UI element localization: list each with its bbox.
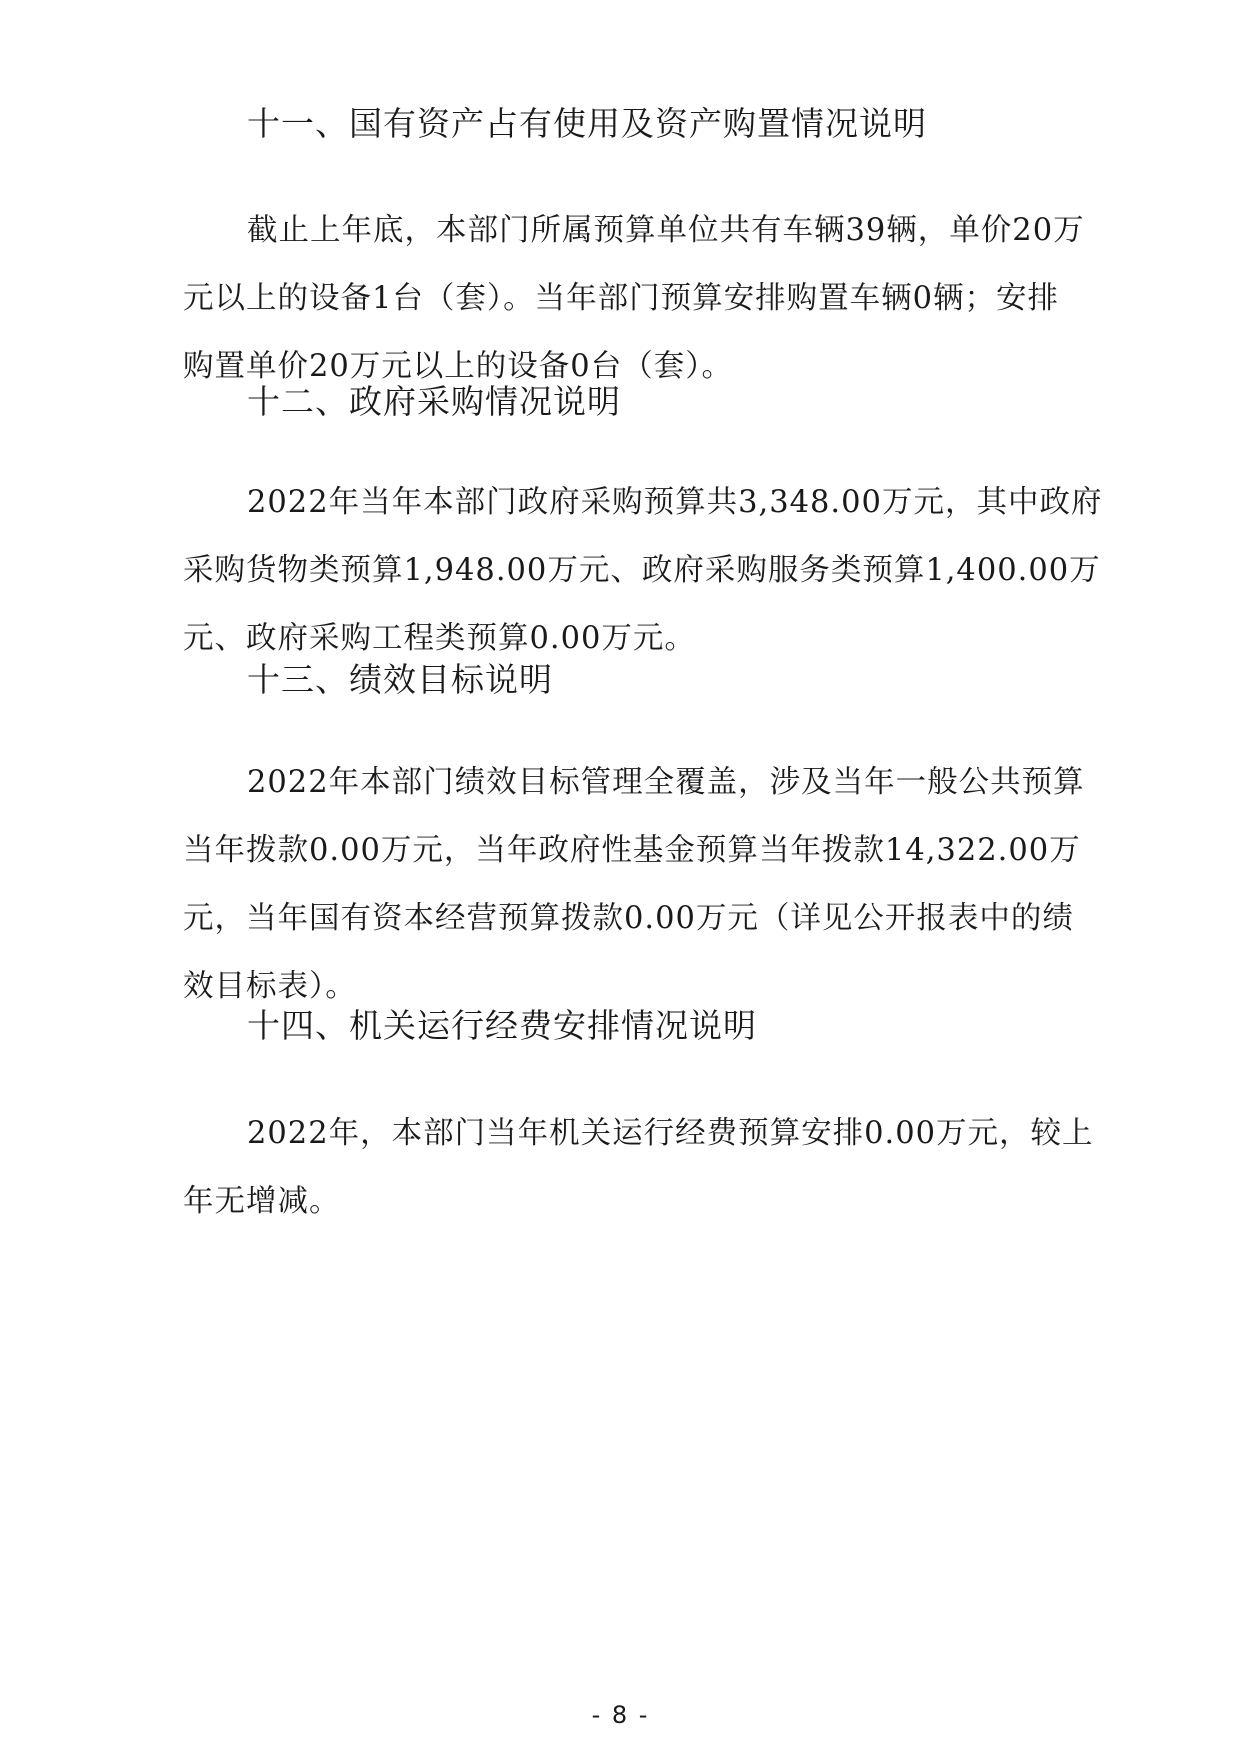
section-heading: 十四、机关运行经费安排情况说明 [247,1006,757,1045]
paragraph-line: 2022年，本部门当年机关运行经费预算安排0.00万元，较上 [247,1116,1094,1151]
paragraph-line: 元以上的设备1台（套）。当年部门预算安排购置车辆0辆；安排 [183,281,1060,316]
section-paragraph [183,469,1103,673]
paragraph-line: 购置单价20万元以上的设备0台（套）。 [183,349,733,384]
section-paragraph [183,749,1085,1021]
section-heading: 十一、国有资产占有使用及资产购置情况说明 [247,104,927,143]
section-heading: 十二、政府采购情况说明 [247,382,621,421]
paragraph-line: 截止上年底，本部门所属预算单位共有车辆39辆，单价20万 [247,213,1085,248]
section-paragraph [183,1100,1094,1236]
section-paragraph [183,197,1085,401]
section-operating-costs [183,1004,1094,1236]
section-heading: 十三、绩效目标说明 [247,660,553,699]
paragraph-line: 2022年当年本部门政府采购预算共3,348.00万元，其中政府 [247,485,1103,520]
paragraph-line: 年无增减。 [183,1184,341,1219]
paragraph-line: 元、政府采购工程类预算0.00万元。 [183,621,696,656]
section-procurement [183,380,1103,673]
paragraph-line: 效目标表）。 [183,969,357,1004]
page-number: - 8 - [591,1701,650,1729]
section-performance [183,658,1085,1021]
paragraph-line: 2022年本部门绩效目标管理全覆盖，涉及当年一般公共预算 [247,765,1085,800]
section-assets [183,102,1085,401]
paragraph-line: 元，当年国有资本经营预算拨款0.00万元（详见公开报表中的绩 [183,901,1074,936]
paragraph-line: 采购货物类预算1,948.00万元、政府采购服务类预算1,400.00万 [183,553,1101,588]
paragraph-line: 当年拨款0.00万元，当年政府性基金预算当年拨款14,322.00万 [183,833,1081,868]
